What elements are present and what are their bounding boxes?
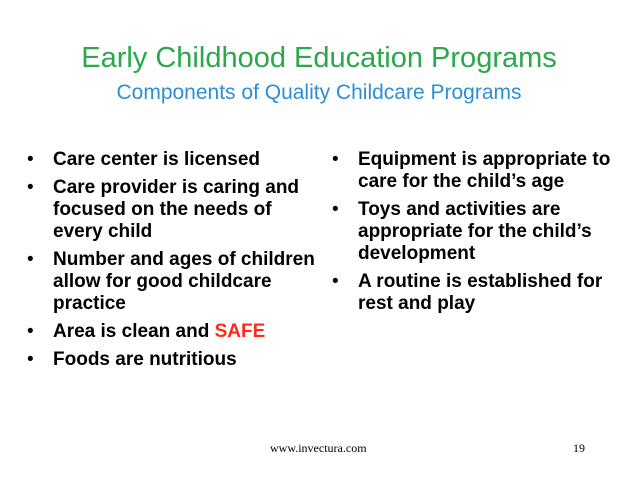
page-number: 19: [573, 441, 585, 455]
slide-subtitle: Components of Quality Childcare Programs: [116, 81, 522, 104]
bullet-text: Equipment is appropriate to care for the child’s age: [358, 149, 611, 192]
bullet-item: [27, 249, 322, 315]
footer-url: www.invectura.com: [270, 441, 367, 455]
bullet-item: [332, 199, 622, 265]
right-bullet-list: [332, 149, 622, 321]
slide-title: Early Childhood Education Programs: [81, 42, 557, 74]
bullet-text: Foods are nutritious: [53, 349, 237, 370]
bullet-item: [27, 321, 322, 343]
bullet-item: [27, 149, 322, 171]
bullet-text: Toys and activities are appropriate for the child’s development: [358, 199, 592, 264]
bullet-item: [332, 271, 622, 315]
bullet-item: [27, 177, 322, 243]
bullet-icon: •: [27, 177, 34, 198]
bullet-text: Care center is licensed: [53, 149, 260, 170]
bullet-icon: •: [27, 321, 34, 342]
bullet-text: Care provider is caring and focused on the needs of every child: [53, 177, 300, 242]
bullet-icon: •: [332, 149, 339, 170]
safe-highlight: SAFE: [214, 321, 266, 342]
left-bullet-list: [27, 149, 322, 377]
bullet-icon: •: [332, 199, 339, 220]
bullet-icon: •: [332, 271, 339, 292]
bullet-icon: •: [27, 249, 34, 270]
bullet-item: [332, 149, 622, 193]
bullet-icon: •: [27, 349, 34, 370]
bullet-text: Area is clean and: [53, 321, 215, 342]
bullet-icon: •: [27, 149, 34, 170]
bullet-item: [27, 349, 322, 371]
bullet-text: A routine is established for rest and play: [358, 271, 603, 314]
bullet-text: Number and ages of children allow for good childcare practice: [53, 249, 315, 314]
